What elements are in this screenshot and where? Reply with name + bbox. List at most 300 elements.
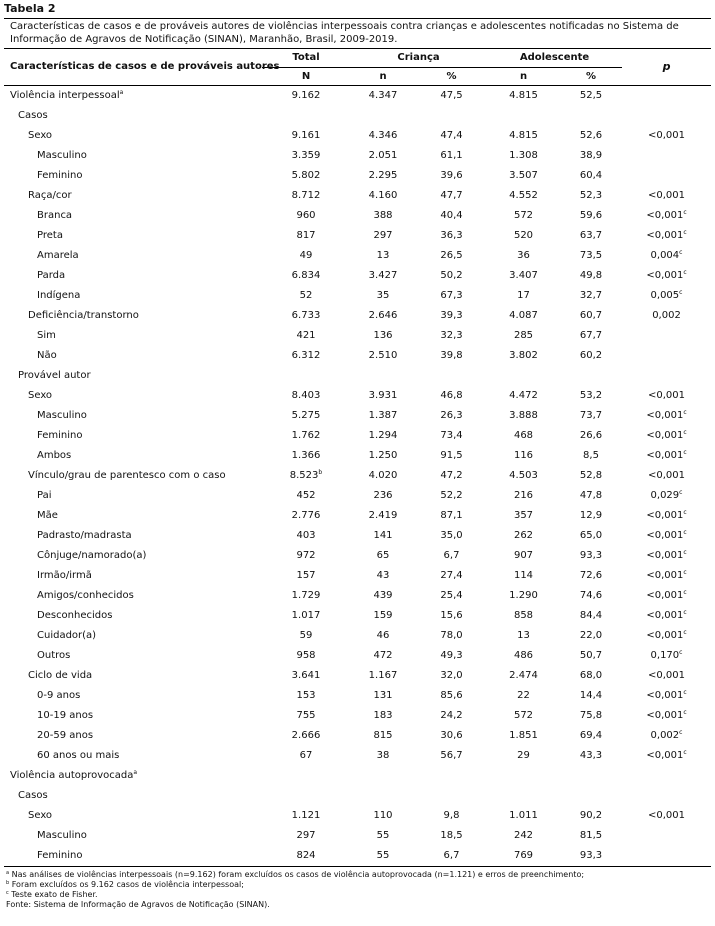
cell-adolescente-n — [487, 106, 560, 126]
p-value-text: <0,001 — [646, 510, 684, 521]
cell-p-value — [622, 526, 711, 546]
cell-crianca-n — [350, 206, 416, 226]
cell-adolescente-n — [487, 706, 560, 726]
cell-value: 75,8 — [579, 710, 603, 721]
cell-value: 81,5 — [579, 830, 603, 841]
table-row — [4, 406, 711, 426]
cell-value: 32,7 — [579, 290, 603, 301]
cell-crianca-pct — [416, 86, 487, 107]
cell-adolescente-pct — [560, 286, 622, 306]
row-label-text: Pai — [37, 490, 52, 501]
footnote-text: Nas análises de violências interpessoais (n=9.162) foram excluídos os casos de violência autoprovocada (n=1.121) e erros de preenchimento; — [9, 870, 585, 879]
cell-crianca-pct — [416, 486, 487, 506]
cell-total-n — [262, 106, 350, 126]
p-value-text: 0,029 — [650, 490, 680, 501]
cell-value: 183 — [373, 710, 393, 721]
table-row — [4, 666, 711, 686]
cell-p-value — [622, 566, 711, 586]
cell-value: 8.712 — [291, 190, 321, 201]
p-value-text: <0,001 — [648, 390, 686, 401]
cell-crianca-n — [350, 426, 416, 446]
row-label — [4, 326, 262, 346]
cell-total-n — [262, 626, 350, 646]
cell-crianca-pct — [416, 586, 487, 606]
row-label — [4, 606, 262, 626]
table-row — [4, 206, 711, 226]
cell-adolescente-pct — [560, 326, 622, 346]
cell-p-value — [622, 106, 711, 126]
cell-value: 46,8 — [440, 390, 463, 401]
row-label-text: Ambos — [37, 450, 72, 461]
cell-value: 136 — [373, 330, 393, 341]
row-label-text: Cuidador(a) — [37, 630, 97, 641]
table-row — [4, 746, 711, 766]
row-label — [4, 86, 262, 107]
cell-value: 3.888 — [509, 410, 538, 421]
row-label — [4, 686, 262, 706]
cell-value: 960 — [296, 210, 316, 221]
p-value-text: <0,001 — [646, 430, 684, 441]
cell-total-n — [262, 686, 350, 706]
cell-adolescente-pct — [560, 586, 622, 606]
cell-value: 3.931 — [368, 390, 398, 401]
cell-value: 958 — [296, 650, 316, 661]
cell-value: 87,1 — [440, 510, 463, 521]
table-row — [4, 646, 711, 666]
p-value-text: <0,001 — [646, 710, 684, 721]
header-p: p — [622, 49, 711, 86]
cell-adolescente-n — [487, 186, 560, 206]
cell-crianca-n — [350, 606, 416, 626]
cell-value: 297 — [296, 830, 316, 841]
cell-value: 35,0 — [440, 530, 463, 541]
cell-value: 50,2 — [440, 270, 463, 281]
p-value-text: <0,001 — [646, 590, 684, 601]
cell-total-n — [262, 706, 350, 726]
cell-value: 26,6 — [579, 430, 603, 441]
cell-value: 1.762 — [291, 430, 321, 441]
cell-value: 73,5 — [579, 250, 603, 261]
cell-value: 2.051 — [368, 150, 398, 161]
cell-crianca-pct — [416, 426, 487, 446]
row-label-text: Ciclo de vida — [28, 670, 93, 681]
footnote-marker: c — [679, 289, 683, 296]
cell-value: 61,1 — [440, 150, 463, 161]
cell-value: 421 — [296, 330, 316, 341]
cell-value: 49 — [299, 250, 313, 261]
cell-crianca-n — [350, 266, 416, 286]
cell-total-n — [262, 426, 350, 446]
cell-value: 357 — [513, 510, 534, 521]
cell-value: 47,7 — [440, 190, 463, 201]
cell-adolescente-pct — [560, 406, 622, 426]
row-label — [4, 486, 262, 506]
cell-value: 4.347 — [368, 90, 398, 101]
cell-value: 59,6 — [579, 210, 603, 221]
cell-adolescente-n — [487, 86, 560, 107]
row-label-text: Deficiência/transtorno — [28, 310, 139, 321]
cell-crianca-pct — [416, 446, 487, 466]
cell-total-n — [262, 726, 350, 746]
cell-adolescente-pct — [560, 126, 622, 146]
cell-value: 468 — [513, 430, 534, 441]
cell-value: 65 — [376, 550, 390, 561]
cell-crianca-pct — [416, 406, 487, 426]
row-label — [4, 166, 262, 186]
cell-p-value — [622, 386, 711, 406]
row-label-text: Irmão/irmã — [37, 570, 92, 581]
cell-crianca-n — [350, 706, 416, 726]
cell-total-n — [262, 286, 350, 306]
cell-value: 38 — [376, 750, 390, 761]
cell-value: 30,6 — [440, 730, 463, 741]
footnote-text: Fonte: Sistema de Informação de Agravos de Notificação (SINAN). — [6, 900, 270, 909]
cell-adolescente-n — [487, 746, 560, 766]
footnote-marker: a — [119, 89, 124, 96]
cell-value: 47,2 — [440, 470, 463, 481]
cell-total-n — [262, 326, 350, 346]
cell-value: 55 — [376, 850, 390, 861]
p-value-text: <0,001 — [646, 610, 684, 621]
cell-p-value — [622, 286, 711, 306]
cell-total-n — [262, 126, 350, 146]
cell-crianca-n — [350, 446, 416, 466]
cell-adolescente-pct — [560, 506, 622, 526]
cell-adolescente-n — [487, 766, 560, 786]
header-total: Total — [262, 49, 350, 68]
cell-crianca-n — [350, 846, 416, 867]
row-label-text: Raça/cor — [28, 190, 72, 201]
cell-total-n — [262, 366, 350, 386]
footnote-marker: c — [683, 589, 687, 596]
cell-value: 68,0 — [579, 670, 603, 681]
footnote-marker: c — [683, 629, 687, 636]
table-row — [4, 306, 711, 326]
cell-crianca-pct — [416, 326, 487, 346]
p-value-text: <0,001 — [646, 550, 684, 561]
table-row — [4, 626, 711, 646]
cell-value: 572 — [513, 710, 534, 721]
cell-value: 159 — [373, 610, 393, 621]
row-label — [4, 806, 262, 826]
row-label-text: Padrasto/madrasta — [37, 530, 132, 541]
cell-adolescente-n — [487, 786, 560, 806]
cell-value: 131 — [373, 690, 393, 701]
footnote-marker: a — [133, 769, 138, 776]
cell-adolescente-n — [487, 126, 560, 146]
footnote-marker: c — [679, 489, 683, 496]
table-row — [4, 686, 711, 706]
cell-total-n — [262, 166, 350, 186]
cell-crianca-pct — [416, 286, 487, 306]
cell-value: 2.295 — [368, 170, 398, 181]
cell-adolescente-n — [487, 466, 560, 486]
p-value-text: 0,002 — [652, 310, 681, 321]
row-label-text: Outros — [37, 650, 71, 661]
row-label-text: Mãe — [37, 510, 58, 521]
header-sub-adolescente-pct: % — [560, 68, 622, 86]
cell-value: 38,9 — [579, 150, 603, 161]
row-label — [4, 726, 262, 746]
cell-adolescente-pct — [560, 686, 622, 706]
cell-total-n — [262, 846, 350, 867]
cell-adolescente-n — [487, 346, 560, 366]
cell-value: 73,4 — [440, 430, 463, 441]
cell-p-value — [622, 246, 711, 266]
footnote — [6, 880, 711, 890]
cell-adolescente-n — [487, 666, 560, 686]
p-value-text: <0,001 — [646, 630, 684, 641]
cell-adolescente-pct — [560, 826, 622, 846]
cell-value: 52,6 — [579, 130, 603, 141]
row-label-text: Amarela — [37, 250, 79, 261]
p-value-text: <0,001 — [646, 570, 684, 581]
cell-crianca-n — [350, 146, 416, 166]
p-value-text: <0,001 — [646, 690, 684, 701]
cell-p-value — [622, 426, 711, 446]
footnote-marker: c — [683, 449, 687, 456]
cell-crianca-pct — [416, 546, 487, 566]
table-row — [4, 386, 711, 406]
footnote — [6, 900, 711, 910]
cell-value: 8.523 — [289, 470, 319, 481]
cell-crianca-pct — [416, 606, 487, 626]
table-row — [4, 466, 711, 486]
cell-value: 2.510 — [368, 350, 398, 361]
header-adolescente: Adolescente — [487, 49, 622, 68]
cell-total-n — [262, 486, 350, 506]
row-label-text: Masculino — [37, 410, 87, 421]
cell-value: 262 — [513, 530, 534, 541]
cell-total-n — [262, 546, 350, 566]
row-label-text: 10-19 anos — [37, 710, 94, 721]
table-row — [4, 366, 711, 386]
cell-value: 73,7 — [579, 410, 603, 421]
cell-value: 74,6 — [579, 590, 603, 601]
cell-value: 14,4 — [579, 690, 603, 701]
p-value-text: <0,001 — [646, 450, 684, 461]
cell-p-value — [622, 626, 711, 646]
cell-p-value — [622, 766, 711, 786]
data-table — [4, 48, 711, 867]
row-label-text: Violência interpessoal — [10, 90, 120, 101]
table-row — [4, 226, 711, 246]
cell-value: 52 — [299, 290, 313, 301]
cell-value: 22 — [517, 690, 530, 701]
p-value-text: <0,001 — [646, 530, 684, 541]
cell-value: 157 — [296, 570, 316, 581]
row-label-text: Preta — [37, 230, 63, 241]
p-value-text: 0,002 — [650, 730, 680, 741]
footnote-marker: c — [683, 549, 687, 556]
cell-value: 93,3 — [579, 850, 603, 861]
cell-value: 769 — [513, 850, 534, 861]
cell-crianca-n — [350, 766, 416, 786]
cell-value: 65,0 — [579, 530, 603, 541]
cell-crianca-n — [350, 526, 416, 546]
cell-value: 5.802 — [291, 170, 321, 181]
cell-value: 403 — [296, 530, 316, 541]
row-label-text: Violência autoprovocada — [10, 770, 134, 781]
cell-crianca-pct — [416, 366, 487, 386]
cell-adolescente-pct — [560, 786, 622, 806]
p-value-text: <0,001 — [648, 470, 686, 481]
row-label-text: Cônjuge/namorado(a) — [37, 550, 147, 561]
cell-adolescente-pct — [560, 366, 622, 386]
header-sub-adolescente-n: n — [487, 68, 560, 86]
footnote-marker: c — [683, 749, 687, 756]
cell-adolescente-pct — [560, 746, 622, 766]
cell-value: 67,3 — [440, 290, 463, 301]
row-label — [4, 466, 262, 486]
cell-p-value — [622, 706, 711, 726]
cell-adolescente-n — [487, 206, 560, 226]
cell-adolescente-pct — [560, 806, 622, 826]
cell-adolescente-n — [487, 326, 560, 346]
cell-total-n — [262, 466, 350, 486]
row-label-text: Vínculo/grau de parentesco com o caso — [28, 470, 226, 481]
cell-adolescente-n — [487, 646, 560, 666]
cell-crianca-pct — [416, 386, 487, 406]
cell-value: 60,2 — [579, 350, 603, 361]
footnote — [6, 870, 711, 880]
cell-value: 84,4 — [579, 610, 603, 621]
cell-value: 53,2 — [579, 390, 603, 401]
cell-p-value — [622, 726, 711, 746]
cell-adolescente-pct — [560, 666, 622, 686]
cell-adolescente-n — [487, 246, 560, 266]
p-value-text: <0,001 — [646, 410, 684, 421]
cell-crianca-pct — [416, 166, 487, 186]
cell-value: 824 — [296, 850, 316, 861]
cell-crianca-n — [350, 226, 416, 246]
cell-crianca-pct — [416, 126, 487, 146]
cell-value: 24,2 — [440, 710, 463, 721]
cell-adolescente-pct — [560, 386, 622, 406]
row-label-text: 0-9 anos — [37, 690, 81, 701]
cell-total-n — [262, 506, 350, 526]
cell-adolescente-n — [487, 826, 560, 846]
cell-total-n — [262, 666, 350, 686]
cell-value: 4.346 — [368, 130, 398, 141]
cell-value: 91,5 — [440, 450, 463, 461]
cell-value: 32,3 — [440, 330, 463, 341]
header-sub-crianca-pct: % — [416, 68, 487, 86]
cell-value: 2.474 — [509, 670, 538, 681]
cell-crianca-pct — [416, 706, 487, 726]
cell-crianca-n — [350, 106, 416, 126]
table-row — [4, 846, 711, 867]
cell-adolescente-n — [487, 526, 560, 546]
footnote-marker: c — [683, 409, 687, 416]
cell-value: 4.160 — [368, 190, 398, 201]
table-row — [4, 486, 711, 506]
cell-value: 4.503 — [509, 470, 538, 481]
header-crianca: Criança — [350, 49, 487, 68]
table-row — [4, 786, 711, 806]
footnote-marker: b — [6, 880, 10, 886]
cell-crianca-n — [350, 826, 416, 846]
cell-adolescente-pct — [560, 486, 622, 506]
row-label-text: 60 anos ou mais — [37, 750, 120, 761]
footnote-marker: a — [6, 870, 10, 876]
cell-value: 29 — [517, 750, 530, 761]
cell-value: 39,3 — [440, 310, 463, 321]
cell-value: 1.167 — [368, 670, 398, 681]
cell-crianca-n — [350, 686, 416, 706]
cell-crianca-n — [350, 246, 416, 266]
cell-adolescente-pct — [560, 446, 622, 466]
cell-adolescente-pct — [560, 706, 622, 726]
cell-value: 49,3 — [440, 650, 463, 661]
cell-crianca-n — [350, 626, 416, 646]
cell-adolescente-pct — [560, 606, 622, 626]
cell-value: 520 — [513, 230, 534, 241]
cell-crianca-n — [350, 586, 416, 606]
cell-value: 1.011 — [509, 810, 538, 821]
cell-total-n — [262, 406, 350, 426]
cell-crianca-n — [350, 746, 416, 766]
cell-crianca-pct — [416, 726, 487, 746]
cell-total-n — [262, 226, 350, 246]
header-characteristics: Características de casos e de prováveis autores — [4, 49, 262, 86]
row-label-text: Desconhecidos — [37, 610, 113, 621]
cell-total-n — [262, 826, 350, 846]
cell-value: 755 — [296, 710, 316, 721]
cell-crianca-pct — [416, 646, 487, 666]
cell-crianca-pct — [416, 566, 487, 586]
cell-adolescente-n — [487, 166, 560, 186]
cell-value: 43 — [376, 570, 390, 581]
cell-p-value — [622, 266, 711, 286]
cell-total-n — [262, 206, 350, 226]
cell-value: 486 — [513, 650, 534, 661]
cell-p-value — [622, 166, 711, 186]
cell-value: 907 — [513, 550, 534, 561]
cell-value: 67 — [299, 750, 313, 761]
cell-p-value — [622, 126, 711, 146]
cell-value: 8.403 — [291, 390, 321, 401]
cell-crianca-n — [350, 666, 416, 686]
cell-value: 8,5 — [583, 450, 599, 461]
cell-value: 6.312 — [291, 350, 321, 361]
row-label — [4, 746, 262, 766]
cell-value: 60,4 — [579, 170, 603, 181]
cell-adolescente-pct — [560, 426, 622, 446]
cell-crianca-n — [350, 806, 416, 826]
cell-p-value — [622, 446, 711, 466]
cell-p-value — [622, 786, 711, 806]
cell-crianca-pct — [416, 466, 487, 486]
cell-value: 1.729 — [291, 590, 321, 601]
table-row — [4, 106, 711, 126]
cell-value: 3.427 — [368, 270, 398, 281]
cell-adolescente-pct — [560, 546, 622, 566]
row-label-text: Masculino — [37, 830, 87, 841]
table-row — [4, 286, 711, 306]
cell-value: 3.507 — [509, 170, 538, 181]
cell-adolescente-n — [487, 566, 560, 586]
cell-p-value — [622, 746, 711, 766]
cell-crianca-n — [350, 86, 416, 107]
cell-value: 285 — [513, 330, 534, 341]
cell-total-n — [262, 446, 350, 466]
row-label — [4, 306, 262, 326]
cell-value: 9,8 — [443, 810, 460, 821]
row-label — [4, 586, 262, 606]
cell-value: 39,6 — [440, 170, 463, 181]
cell-crianca-n — [350, 346, 416, 366]
